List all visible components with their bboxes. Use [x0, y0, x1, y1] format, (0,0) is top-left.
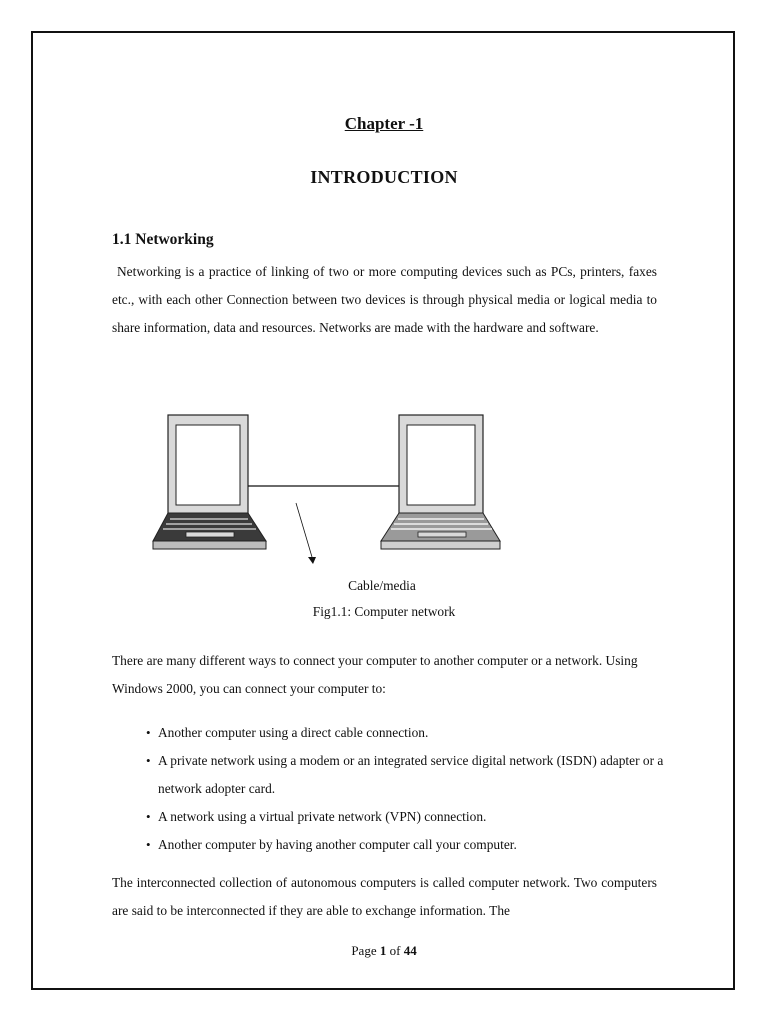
- connection-intro-paragraph: There are many different ways to connect your computer to another computer or a network. Using Windows 2000, you can connect your computer to:: [112, 653, 638, 696]
- chapter-title: Chapter -1: [344, 114, 424, 133]
- list-item: • Another computer by having another computer call your computer.: [112, 831, 672, 859]
- right-laptop-icon: [381, 415, 500, 549]
- figure-caption: Fig1.1: Computer network: [312, 604, 456, 619]
- section-paragraph: Networking is a practice of linking of two or more computing devices such as PCs, printers, faxes etc., with each other Connection between two devices is through physical media or logical media to share information, data and resources. Networks are made with the hardware and software.: [112, 264, 657, 335]
- bullet-icon: •: [146, 725, 151, 740]
- current-page: 1: [379, 943, 387, 958]
- connection-options-list: [112, 719, 672, 859]
- network-definition-paragraph: The interconnected collection of autonomous computers is called computer network. Two computers are said to be interconnected if they are able to exchange information. The: [112, 875, 657, 918]
- cable-label: Cable/media: [348, 578, 416, 593]
- list-item: • A private network using a modem or an integrated service digital network (ISDN) adapter or a network adopter card.: [112, 747, 672, 803]
- page-number: Page 1 of 44: [351, 943, 417, 958]
- total-pages: 44: [403, 943, 417, 958]
- list-item: • A network using a virtual private network (VPN) connection.: [112, 803, 672, 831]
- left-laptop-icon: [153, 415, 266, 549]
- list-item: • Another computer using a direct cable connection.: [112, 719, 672, 747]
- cable-pointer: [296, 503, 312, 557]
- bullet-icon: •: [146, 753, 151, 768]
- bullet-icon: •: [146, 809, 151, 824]
- section-heading: 1.1 Networking: [112, 231, 214, 248]
- network-figure: [140, 405, 540, 575]
- bullet-icon: •: [146, 837, 151, 852]
- main-heading: INTRODUCTION: [310, 167, 458, 187]
